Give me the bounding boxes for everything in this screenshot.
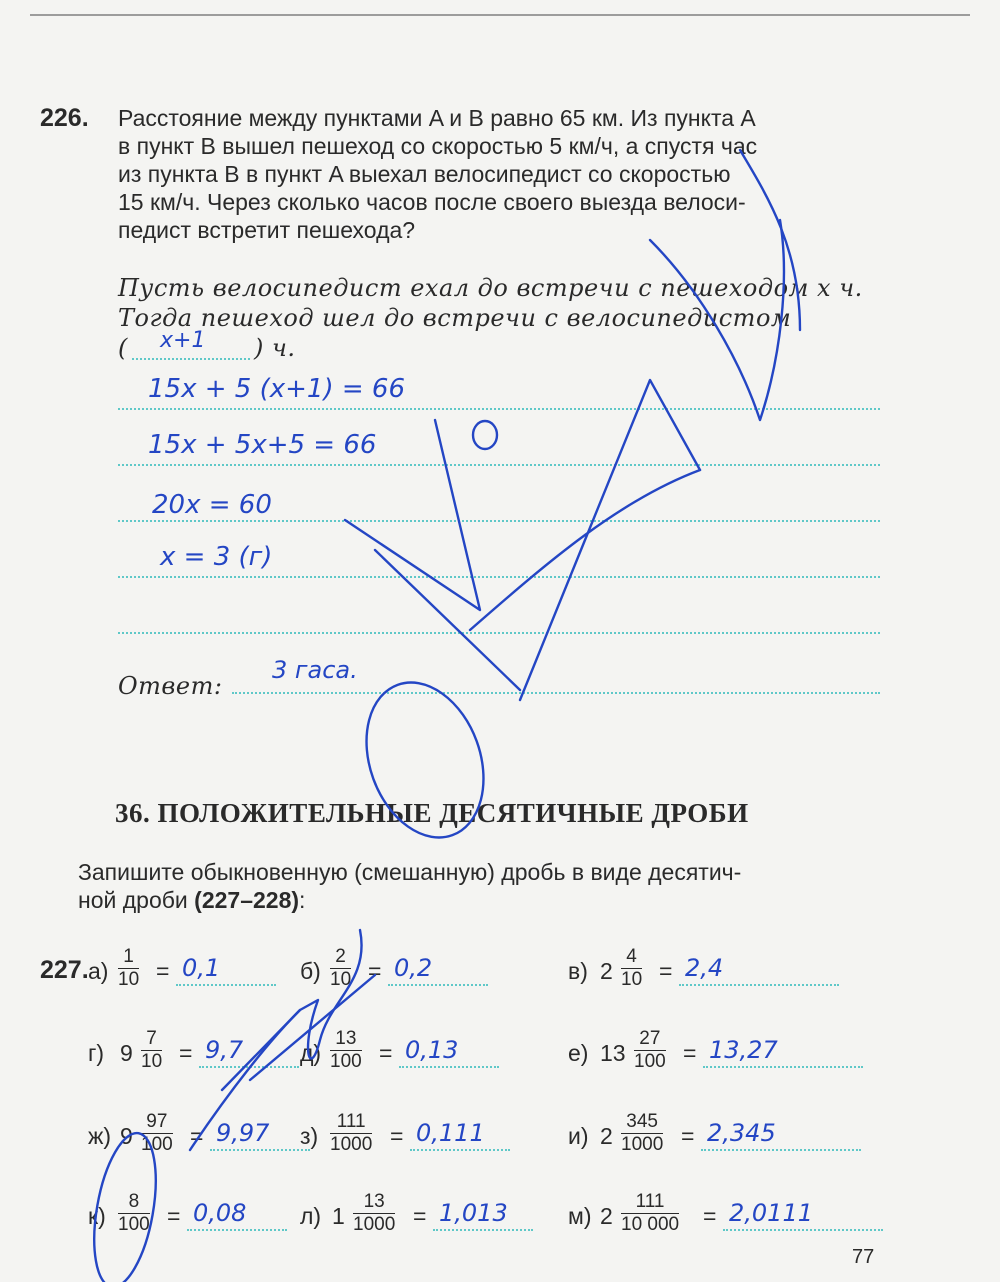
fraction-numerator: 345 — [621, 1111, 663, 1134]
page-number: 77 — [852, 1246, 875, 1268]
item-equals: = — [413, 1203, 427, 1229]
mark-letter-n — [520, 380, 700, 700]
item-label: е) — [568, 1040, 589, 1066]
item-answer: 0,111 — [416, 1119, 485, 1147]
answer-fill: 3 гаса. — [272, 656, 358, 684]
item-equals: = — [179, 1040, 193, 1066]
work-step-3: 20x = 60 — [152, 490, 272, 520]
fraction-denominator: 10 — [330, 969, 352, 990]
paren-close: ) ч. — [254, 334, 296, 362]
mark-stroke-3 — [375, 550, 520, 690]
mark-stroke-2 — [250, 975, 375, 1080]
item-whole: 9 — [120, 1123, 133, 1149]
item-label: г) — [88, 1040, 105, 1066]
fraction-numerator: 27 — [634, 1028, 666, 1051]
answer-label: Ответ: — [118, 672, 223, 700]
item-answer: 0,13 — [405, 1036, 459, 1064]
item-answer: 1,013 — [439, 1199, 508, 1227]
fraction-denominator: 10 — [141, 1051, 163, 1072]
item-equals: = — [390, 1123, 404, 1149]
fraction-denominator: 1000 — [330, 1134, 373, 1155]
item-equals: = — [379, 1040, 393, 1066]
fraction-numerator: 7 — [141, 1028, 162, 1051]
paren-open: ( — [118, 334, 128, 362]
fraction-denominator: 10 000 — [621, 1214, 680, 1235]
problem-226-line-1: Расстояние между пунктами A и B равно 65 км. Из пункта A — [118, 105, 756, 131]
item-label: м) — [568, 1203, 592, 1229]
fraction-denominator: 100 — [330, 1051, 362, 1072]
item-label: и) — [568, 1123, 589, 1149]
fraction-numerator: 8 — [118, 1191, 150, 1214]
fraction-numerator: 13 — [353, 1191, 395, 1214]
fraction-denominator: 1000 — [621, 1134, 664, 1155]
item-answer: 0,1 — [182, 954, 221, 982]
item-answer: 13,27 — [709, 1036, 778, 1064]
item-answer: 0,2 — [394, 954, 433, 982]
item-equals: = — [167, 1203, 181, 1229]
mark-letter-ch — [650, 220, 784, 420]
problem-226-line-3: из пункта B в пункт A выехал велосипедист со скоростью — [118, 161, 731, 187]
work-step-2: 15x + 5x+5 = 66 — [148, 430, 377, 460]
item-whole: 1 — [332, 1203, 345, 1229]
problem-226-line-4: 15 км/ч. Через сколько часов после своего выезда велоси- — [118, 189, 746, 215]
blank-fill: x+1 — [160, 328, 206, 353]
work-step-1: 15x + 5 (x+1) = 66 — [148, 374, 405, 404]
fraction-denominator: 100 — [634, 1051, 666, 1072]
fraction-numerator: 111 — [621, 1191, 679, 1214]
problem-226-number: 226. — [40, 104, 89, 132]
problem-227-number: 227. — [40, 956, 89, 984]
mark-letter-o-bottom — [84, 1128, 166, 1282]
mark-tail — [740, 150, 800, 330]
item-equals: = — [683, 1040, 697, 1066]
item-equals: = — [659, 958, 673, 984]
fraction-denominator: 100 — [141, 1134, 173, 1155]
fraction-denominator: 10 — [118, 969, 140, 990]
item-label: а) — [88, 958, 109, 984]
work-step-4: x = 3 (г) — [160, 542, 273, 572]
item-label: л) — [300, 1203, 322, 1229]
instruction-line-1: Запишите обыкновенную (смешанную) дробь в виде десятич- — [78, 859, 742, 885]
fraction-numerator: 4 — [621, 946, 642, 969]
fraction-numerator: 1 — [118, 946, 139, 969]
item-whole: 2 — [600, 1203, 613, 1229]
problem-226-line-2: в пункт B вышел пешеход со скоростью 5 км/ч, а спустя час — [118, 133, 758, 159]
fraction-numerator: 111 — [330, 1111, 372, 1134]
item-label: з) — [300, 1123, 319, 1149]
problem-226-line-5: педист встретит пешехода? — [118, 217, 416, 243]
instruction-text: ной дроби — [78, 887, 195, 913]
item-answer: 0,08 — [193, 1199, 247, 1227]
mark-stroke-1 — [222, 1010, 300, 1090]
item-whole: 2 — [600, 958, 613, 984]
item-equals: = — [703, 1203, 717, 1229]
item-equals: = — [156, 958, 170, 984]
fraction-denominator: 100 — [118, 1214, 150, 1235]
item-label: д) — [300, 1040, 322, 1066]
item-answer: 2,345 — [707, 1119, 776, 1147]
item-answer: 9,97 — [216, 1119, 270, 1147]
item-equals: = — [681, 1123, 695, 1149]
item-label: в) — [568, 958, 588, 984]
mark-letter-o-middle — [346, 666, 504, 854]
item-equals: = — [190, 1123, 204, 1149]
section-title: 36. ПОЛОЖИТЕЛЬНЫЕ ДЕСЯТИЧНЫЕ ДРОБИ — [115, 798, 749, 828]
fraction-denominator: 1000 — [353, 1214, 396, 1235]
fraction-numerator: 13 — [330, 1028, 362, 1051]
mark-small-circle — [473, 421, 497, 449]
hint-line-1: Пусть велосипедист ехал до встречи с пешеходом x ч. — [118, 274, 863, 302]
item-whole: 9 — [120, 1040, 133, 1066]
item-label: к) — [88, 1203, 106, 1229]
fraction-numerator: 2 — [330, 946, 351, 969]
item-whole: 2 — [600, 1123, 613, 1149]
mark-letter-t — [190, 930, 362, 1150]
item-label: ж) — [88, 1123, 112, 1149]
item-answer: 9,7 — [205, 1036, 244, 1064]
item-whole: 13 — [600, 1040, 626, 1066]
hint-line-2: Тогда пешеход шел до встречи с велосипедистом — [118, 304, 792, 332]
fraction-numerator: 97 — [141, 1111, 173, 1134]
mark-stroke-4 — [470, 470, 700, 630]
item-label: б) — [300, 958, 321, 984]
mark-letter-k — [345, 420, 480, 610]
item-equals: = — [368, 958, 382, 984]
item-answer: 2,0111 — [729, 1199, 813, 1227]
fraction-denominator: 10 — [621, 969, 643, 990]
instruction-range: (227–228) — [194, 887, 300, 913]
item-answer: 2,4 — [685, 954, 724, 982]
instruction-colon: : — [299, 887, 306, 913]
